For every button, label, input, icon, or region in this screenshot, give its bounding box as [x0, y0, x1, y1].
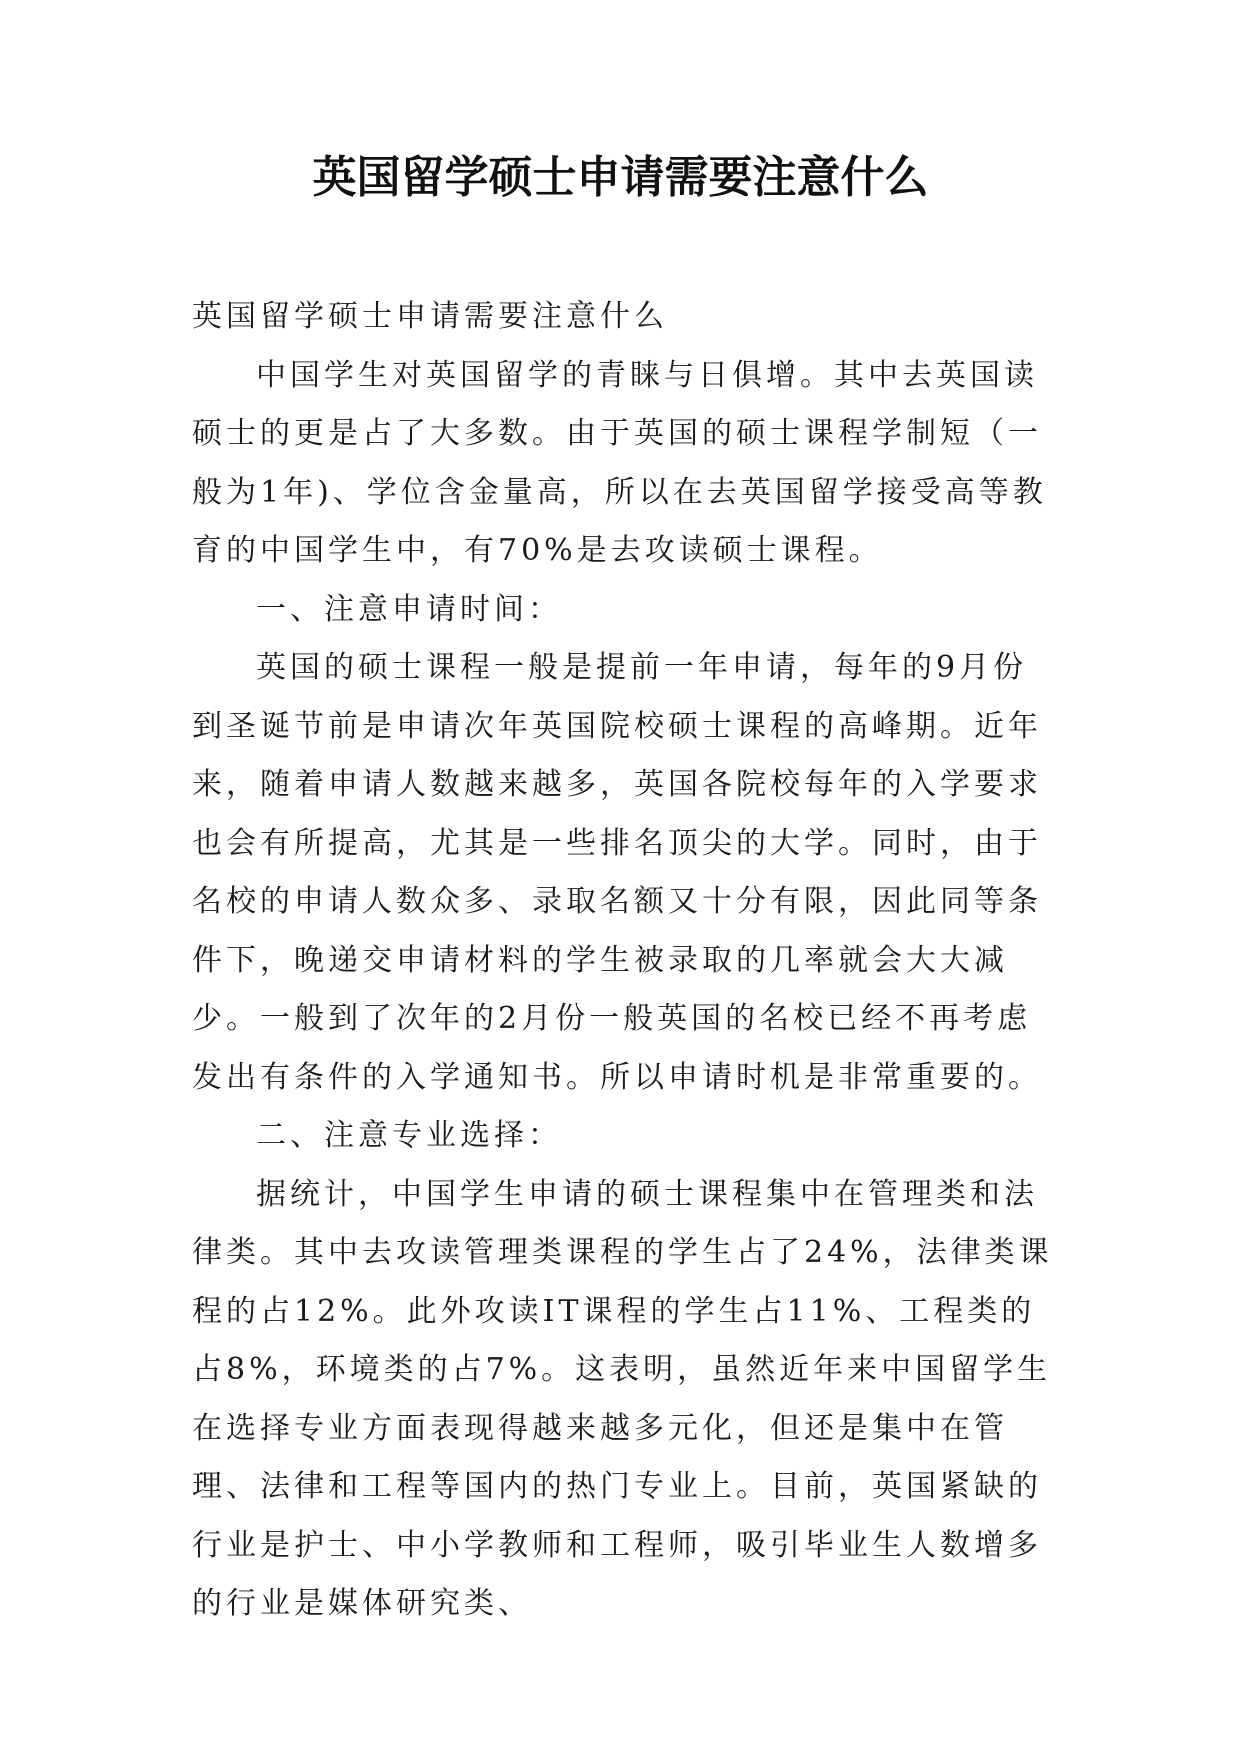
intro-paragraph: 中国学生对英国留学的青睐与日俱增。其中去英国读硕士的更是占了大多数。由于英国的硕士课程学制短（一般为1年)、学位含金量高，所以在去英国留学接受高等教育的中国学生中，有70%是去攻读硕士课程。 — [192, 357, 1047, 568]
section-heading-application-time: 一、注意申请时间： — [256, 591, 562, 627]
section-heading-major-choice: 二、注意专业选择： — [256, 1118, 562, 1153]
document-title: 英国留学硕士申请需要注意什么 — [312, 152, 929, 203]
subtitle-paragraph: 英国留学硕士申请需要注意什么 — [192, 299, 668, 334]
major-choice-paragraph: 据统计，中国学生申请的硕士课程集中在管理类和法律类。其中去攻读管理类课程的学生占了24%，法律类课程的占12%。此外攻读IT课程的学生占11%、工程类的占8%，环境类的占7%。这表明，虽然近年来中国留学生在选择专业方面表现得越来越多元化，但还是集中在管理、法律和工程等国内的热门专业上。目前，英国紧缺的行业是护士、中小学教师和工程师，吸引毕业生人数增多的行业是媒体研究类、 — [192, 1176, 1053, 1621]
document-body — [192, 288, 1058, 1634]
application-time-paragraph: 英国的硕士课程一般是提前一年申请，每年的9月份到圣诞节前是申请次年英国院校硕士课程的高峰期。近年来，随着申请人数越来越多，英国各院校每年的入学要求也会有所提高，尤其是一些排名顶尖的大学。同时，由于名校的申请人数众多、录取名额又十分有限，因此同等条件下，晚递交申请材料的学生被录取的几率就会大大减少。一般到了次年的2月份一般英国的名校已经不再考虑发出有条件的入学通知书。所以申请时机是非常重要的。 — [192, 650, 1042, 1095]
